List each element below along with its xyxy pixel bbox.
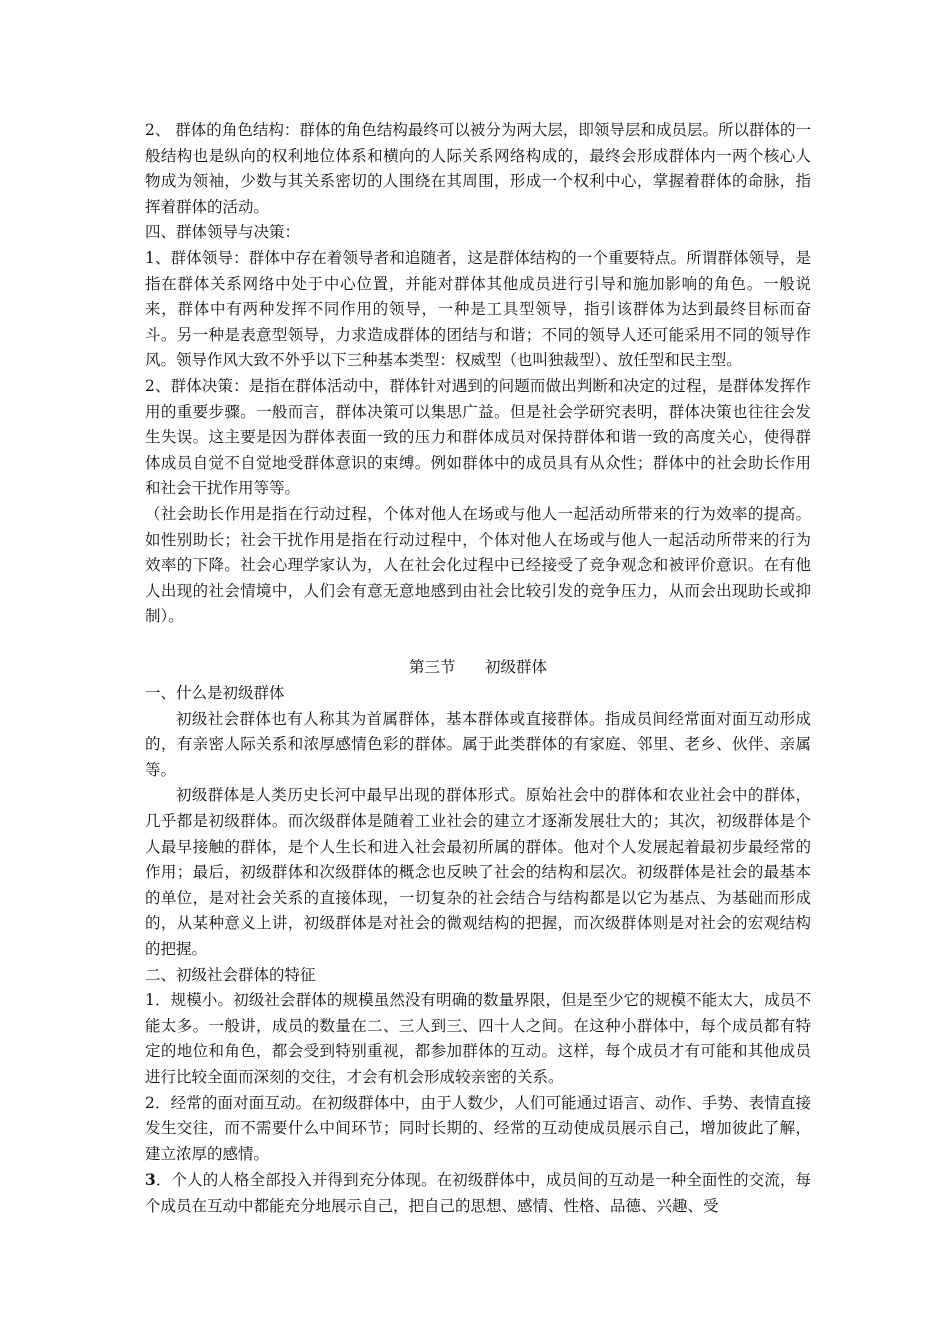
subheading-primary-group-features: 二、初级社会群体的特征 (145, 965, 316, 984)
paragraph-feature-personality (145, 1167, 811, 1219)
paragraph-feature-face-to-face: 2．经常的面对面互动。在初级群体中，由于人数少，人们可能通过语言、动作、手势、表情直接发生交往，而不需要什么中间环节；同时长期的、经常的互动使成员展示自己，增加彼此了解，建立浓厚的感情。 (145, 1093, 811, 1163)
paragraph-role-structure: 2、 群体的角色结构：群体的角色结构最终可以被分为两大层，即领导层和成员层。所以群体的一般结构也是纵向的权利地位体系和横向的人际关系网络构成的，最终会形成群体内一两个核心人物成为领袖，少数与其关系密切的人围绕在其周围，形成一个权利中心，掌握着群体的命脉，指挥着群体的活动。 (145, 121, 811, 216)
paragraph-social-facilitation-note: （社会助长作用是指在行动过程，个体对他人在场或与他人一起活动所带来的行为效率的提高。如性别助长；社会干扰作用是指在行动过程中，个体对他人在场或与他人一起活动所带来的行为效率的下降。社会心理学家认为，人在社会化过程中已经接受了竞争观念和被评价意识。在有他人出现的社会情境中，人们会有意无意地感到由社会比较引发的竞争压力，从而会出现助长或抑制）。 (145, 504, 811, 626)
document-body (145, 118, 811, 1220)
section-title-primary-group: 第三节 初级群体 (408, 658, 548, 677)
blank-line (145, 630, 811, 656)
list-number: 3 (145, 1170, 156, 1190)
paragraph-primary-group-definition: 初级社会群体也有人称其为首属群体，基本群体或直接群体。指成员间经常面对面互动形成的，有亲密人际关系和浓厚感情色彩的群体。属于此类群体的有家庭、邻里、老乡、伙伴、亲属等。 (145, 709, 811, 779)
subheading-what-is-primary-group: 一、什么是初级群体 (145, 684, 285, 703)
paragraph-group-leadership: 1、群体领导：群体中存在着领导者和追随者，这是群体结构的一个重要特点。所谓群体领导，是指在群体关系网络中处于中心位置，并能对群体其他成员进行引导和施加影响的角色。一般说来，群体中有两种发挥不同作用的领导，一种是工具型领导，指引该群体为达到最终目标而奋斗。另一种是表意型领导，力求造成群体的团结与和谐；不同的领导人还可能采用不同的领导作风。领导作风大致不外乎以下三种基本类型：权威型（也叫独裁型）、放任型和民主型。 (145, 248, 811, 370)
paragraph-group-decision: 2、群体决策：是指在群体活动中，群体针对遇到的问题而做出判断和决定的过程，是群体发挥作用的重要步骤。一般而言，群体决策可以集思广益。但是社会学研究表明，群体决策也往往会发生失误。这主要是因为群体表面一致的压力和群体成员对保持群体和谐一致的高度关心，使得群体成员自觉不自觉地受群体意识的束缚。例如群体中的成员具有从众性；群体中的社会助长作用和社会干扰作用等等。 (145, 376, 811, 498)
paragraph-text: ．个人的人格全部投入并得到充分体现。在初级群体中，成员间的互动是一种全面性的交流，每个成员在互动中都能充分地展示自己，把自己的思想、感情、性格、品德、兴趣、受 (145, 1171, 811, 1215)
paragraph-primary-group-history: 初级群体是人类历史长河中最早出现的群体形式。原始社会中的群体和农业社会中的群体，几乎都是初级群体。而次级群体是随着工业社会的建立才逐渐发展壮大的；其次，初级群体是个人最早接触的群体，是个人生长和进入社会最初所属的群体。他对个人发展起着最初步最经常的作用；最后，初级群体和次级群体的概念也反映了社会的结构和层次。初级群体是社会的最基本的单位，是对社会关系的直接体现，一切复杂的社会结合与结构都是以它为基点、为基础而形成的，从某种意义上讲，初级群体是对社会的微观结构的把握，而次级群体则是对社会的宏观结构的把握。 (145, 786, 811, 958)
section-heading-leadership: 四、群体领导与决策： (145, 223, 301, 242)
paragraph-feature-small-scale: 1．规模小。初级社会群体的规模虽然没有明确的数量界限，但是至少它的规模不能太大，成员不能太多。一般讲，成员的数量在二、三人到三、四十人之间。在这种小群体中，每个成员都有特定的地位和角色，都会受到特别重视，都参加群体的互动。这样，每个成员才有可能和其他成员进行比较全面而深刻的交往，才会有机会形成较亲密的关系。 (145, 991, 811, 1086)
